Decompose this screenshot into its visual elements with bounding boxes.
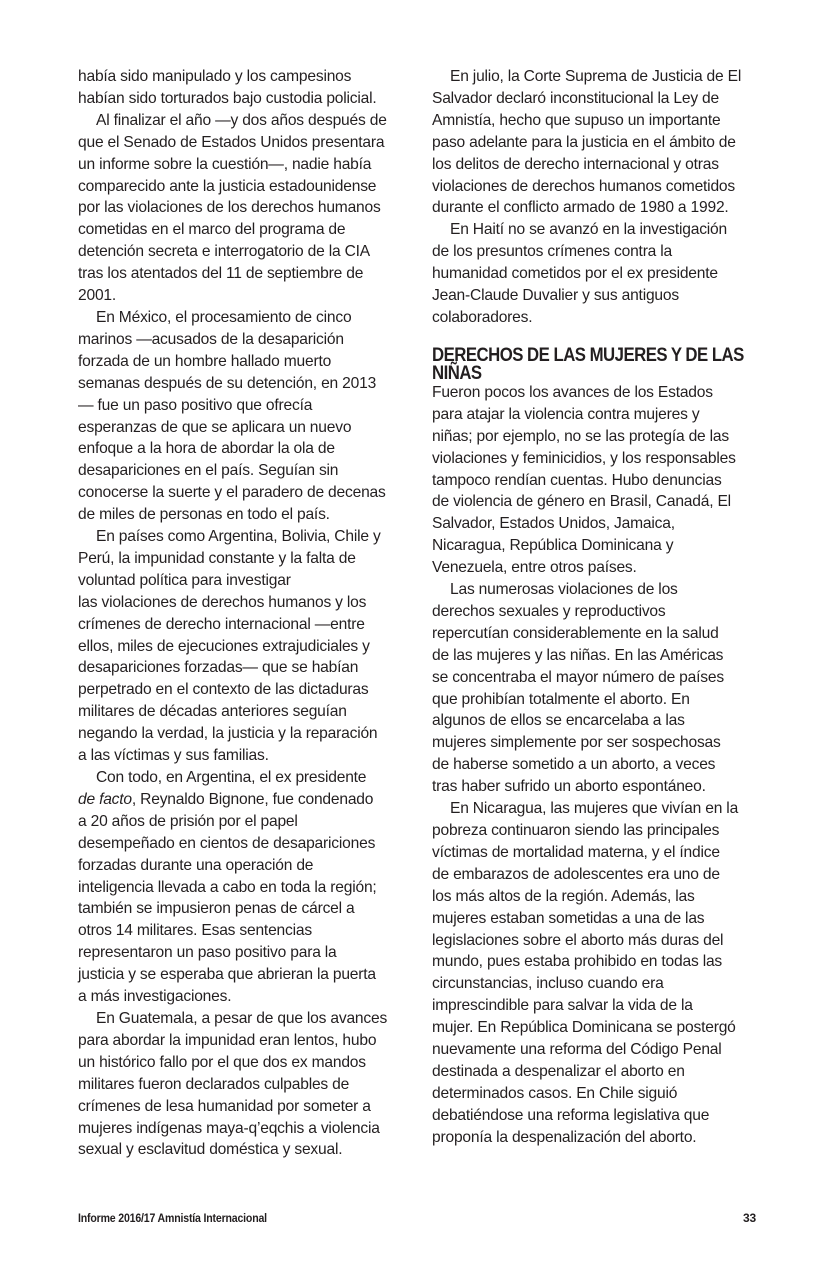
left-paragraph-5-end: , Reynaldo Bignone, fue condenado a 20 años de prisión por el papel desempeñado en cientos de desapariciones forzadas durante una operación de inteligencia llevada a cabo en toda la región; también se impusieron penas de cárcel a otros 14 militares. Esas sentencias representaron un paso positivo para la justicia y se esperaba que abrieran la puerta a más investigaciones. — [78, 790, 377, 1006]
left-column — [78, 66, 406, 1161]
left-paragraph-4: En países como Argentina, Bolivia, Chile y Perú, la impunidad constante y la falta de voluntad política para investigar las violaciones de derechos humanos y los crímenes de derecho internacional —entre ellos, miles de ejecuciones extrajudiciales y desapariciones forzadas— que se habían perpetrado en el contexto de las dictaduras militares de décadas anteriores seguían negando la verdad, la justicia y la reparación a las víctimas y sus familias. — [78, 528, 381, 765]
right-paragraph-2: En Haití no se avanzó en la investigación de los presuntos crímenes contra la humanidad cometidos por el ex presidente Jean-Claude Duvalier y sus antiguos colaboradores. — [432, 221, 727, 326]
page-number: 33 — [743, 1211, 756, 1225]
right-paragraph-3: Fueron pocos los avances de los Estados para atajar la violencia contra mujeres y niñas; por ejemplo, no se las protegía de las violaciones y feminicidios, y los responsables tampoco rendían cuentas. Hubo denuncias de violencia de género en Brasil, Canadá, El Salvador, Estados Unidos, Jamaica, Nicaragua, República Dominicana y Venezuela, entre otros países. — [432, 383, 736, 577]
right-column — [432, 66, 760, 1149]
right-paragraph-1: En julio, la Corte Suprema de Justicia de El Salvador declaró inconstitucional la Ley de Amnistía, hecho que supuso un importante paso adelante para la justicia en el ámbito de los delitos de derecho internacional y otras violaciones de derechos humanos cometidos durante el conflicto armado de 1980 a 1992. — [432, 68, 742, 217]
section-heading-womens-rights: DERECHOS DE LAS MUJERES Y DE LAS NIÑAS — [432, 343, 744, 384]
right-paragraph-5: En Nicaragua, las mujeres que vivían en la pobreza continuaron siendo las principales víctimas de mortalidad materna, y el índice de embarazos de adolescentes era uno de los más altos de la región. Además, las mujeres estaban sometidas a una de las legislaciones sobre el aborto más duras del mundo, pues estaba prohibido en todas las circunstancias, incluso cuando era imprescindible para salvar la vida de la mujer. En República Dominicana se postergó nuevamente una reforma del Código Penal destinada a despenalizar el aborto en determinados casos. En Chile siguió debatiéndose una reforma legislativa que proponía la despenalización del aborto. — [432, 800, 739, 1146]
left-paragraph-6: En Guatemala, a pesar de que los avances para abordar la impunidad eran lentos, hubo un histórico fallo por el que dos ex mandos militares fueron declarados culpables de crímenes de lesa humanidad por someter a mujeres indígenas maya-q’eqchis a violencia sexual y esclavitud doméstica y sexual. — [78, 1009, 388, 1159]
left-paragraph-2: Al finalizar el año —y dos años después de que el Senado de Estados Unidos presentara un informe sobre la cuestión—, nadie había comparecido ante la justicia estadounidense por las violaciones de los derechos humanos cometidas en el marco del programa de detención secreta e interrogatorio de la CIA tras los atentados del 11 de septiembre de 2001. — [78, 111, 387, 305]
left-paragraph-5-start: Con todo, en Argentina, el ex presidente — [96, 769, 367, 786]
left-paragraph-3: En México, el procesamiento de cinco marinos —acusados de la desaparición forzada de un hombre hallado muerto semanas después de su detención, en 2013 — fue un paso positivo que ofrecía esperanzas de que se aplicara un nuevo enfoque a la hora de abordar la ola de desapariciones en el país. Seguían sin conocerse la suerte y el paradero de decenas de miles de personas en todo el país. — [78, 308, 386, 524]
right-paragraph-4: Las numerosas violaciones de los derechos sexuales y reproductivos repercutían considerablemente en la salud de las mujeres y las niñas. En las Américas se concentraba el mayor número de países que prohibían totalmente el aborto. En algunos de ellos se encarcelaba a las mujeres simplemente por ser sospechosas de haberse sometido a un aborto, a veces tras haber sufrido un aborto espontáneo. — [432, 581, 724, 796]
left-paragraph-5-italic: de facto — [78, 790, 132, 808]
left-paragraph-1: había sido manipulado y los campesinos habían sido torturados bajo custodia policial. — [78, 68, 377, 107]
footer-publication: Informe 2016/17 Amnistía Internacional — [78, 1211, 267, 1225]
left-paragraph-5 — [78, 767, 406, 1008]
